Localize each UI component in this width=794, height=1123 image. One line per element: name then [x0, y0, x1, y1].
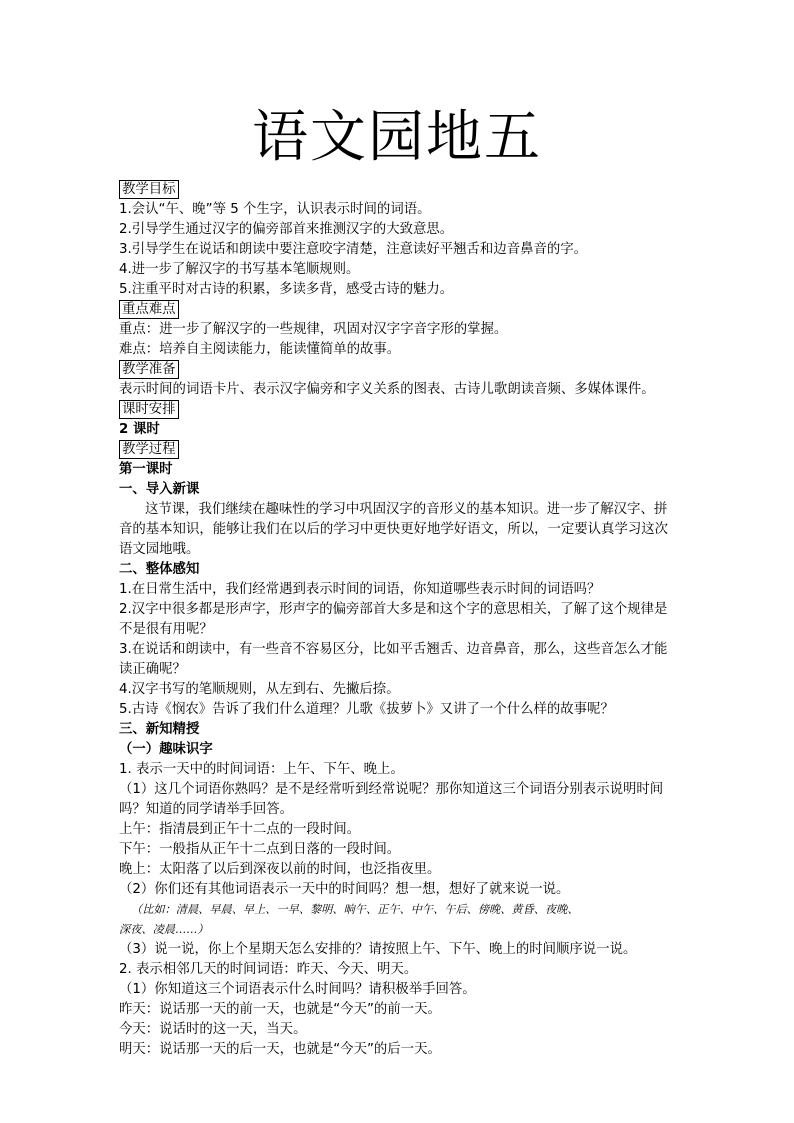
overall-heading: 二、整体感知: [119, 562, 200, 577]
fun-line: （3）说一说，你上个星期天怎么安排的？请按照上午、下午、晚上的时间顺序说一说。: [119, 942, 637, 957]
goal-item: 3.引导学生在说话和朗读中要注意咬字清楚，注意读好平翘舌和边音鼻音的字。: [119, 242, 588, 257]
process-heading: 教学过程: [119, 440, 179, 459]
intro-paragraph: 这节课，我们继续在趣味性的学习中巩固汉字的音形义的基本知识。进一步了解汉字、拼音的基本知识，能够让我们在以后的学习中更快更好地学好语文，所以，一定要认真学习这次语文园地哦。: [119, 502, 669, 557]
fun-heading: （一）趣味识字: [119, 742, 213, 757]
fun-line: （1）你知道这三个词语表示什么时间吗？请积极举手回答。: [119, 982, 476, 997]
goal-item: 1.会认“午、晚”等 5 个生字，认识表示时间的词语。: [119, 202, 431, 217]
key-heading: 重点难点: [119, 300, 179, 319]
schedule-text: 2 课时: [119, 422, 160, 437]
example-line: 深夜、凌晨……）: [119, 923, 209, 936]
document-body: [119, 180, 679, 1060]
overall-item: 3.在说话和朗读中，有一些音不容易区分，比如平舌翘舌、边音鼻音，那么，这些音怎么才能读正确呢？: [119, 642, 668, 677]
goal-item: 5.注重平时对古诗的积累，多读多背，感受古诗的魅力。: [119, 282, 454, 297]
fun-line: 下午：一般指从正午十二点到日落的一段时间。: [119, 842, 401, 857]
key-point: 重点：进一步了解汉字的一些规律，巩固对汉字字音字形的掌握。: [119, 322, 508, 337]
example-line: （比如：清晨、早晨、早上、一早、黎明、晌午、正午、中午、午后、傍晚、黄昏、夜晚、: [131, 903, 579, 916]
overall-item: 4.汉字书写的笔顺规则，从左到右、先撇后捺。: [119, 682, 400, 697]
overall-item: 2.汉字中很多都是形声字，形声字的偏旁部首大多是和这个字的意思相关，了解了这个规律是不是很有用呢？: [119, 602, 668, 637]
fun-line: 1. 表示一天中的时间词语：上午、下午、晚上。: [119, 762, 404, 777]
fun-line: 2. 表示相邻几天的时间词语：昨天、今天、明天。: [119, 962, 418, 977]
schedule-heading: 课时安排: [119, 400, 179, 419]
overall-item: 1.在日常生活中，我们经常遇到表示时间的词语，你知道哪些表示时间的词语吗？: [119, 582, 601, 597]
overall-item: 5.古诗《悯农》告诉了我们什么道理？儿歌《拔萝卜》又讲了一个什么样的故事呢？: [119, 702, 614, 717]
new-heading: 三、新知精授: [119, 722, 200, 737]
fun-line: 上午：指清晨到正午十二点的一段时间。: [119, 822, 361, 837]
fun-line: 晚上：太阳落了以后到深夜以前的时间，也泛指夜里。: [119, 862, 441, 877]
goals-heading: 教学目标: [119, 180, 179, 199]
fun-line: 昨天：说话那一天的前一天，也就是“今天”的前一天。: [119, 1002, 441, 1017]
lesson1-heading: 第一课时: [119, 462, 173, 477]
key-point: 难点：培养自主阅读能力，能读懂简单的故事。: [119, 342, 401, 357]
page-title: 语文园地五: [252, 105, 542, 170]
fun-line: 明天：说话那一天的后一天，也就是“今天”的后一天。: [119, 1042, 441, 1057]
fun-line: （1）这几个词语你熟吗？是不是经常听到经常说呢？那你知道这三个词语分别表示说明时间吗？知道的同学请举手回答。: [119, 782, 664, 817]
fun-line: 今天：说话时的这一天，当天。: [119, 1022, 307, 1037]
prep-heading: 教学准备: [119, 360, 179, 379]
fun-line: （2）你们还有其他词语表示一天中的时间吗？想一想，想好了就来说一说。: [119, 882, 570, 897]
intro-heading: 一、导入新课: [119, 482, 200, 497]
goal-item: 4.进一步了解汉字的书写基本笔顺规则。: [119, 262, 360, 277]
prep-text: 表示时间的词语卡片、表示汉字偏旁和字义关系的图表、古诗儿歌朗读音频、多媒体课件。: [119, 382, 655, 397]
goal-item: 2.引导学生通过汉字的偏旁部首来推测汉字的大致意思。: [119, 222, 454, 237]
